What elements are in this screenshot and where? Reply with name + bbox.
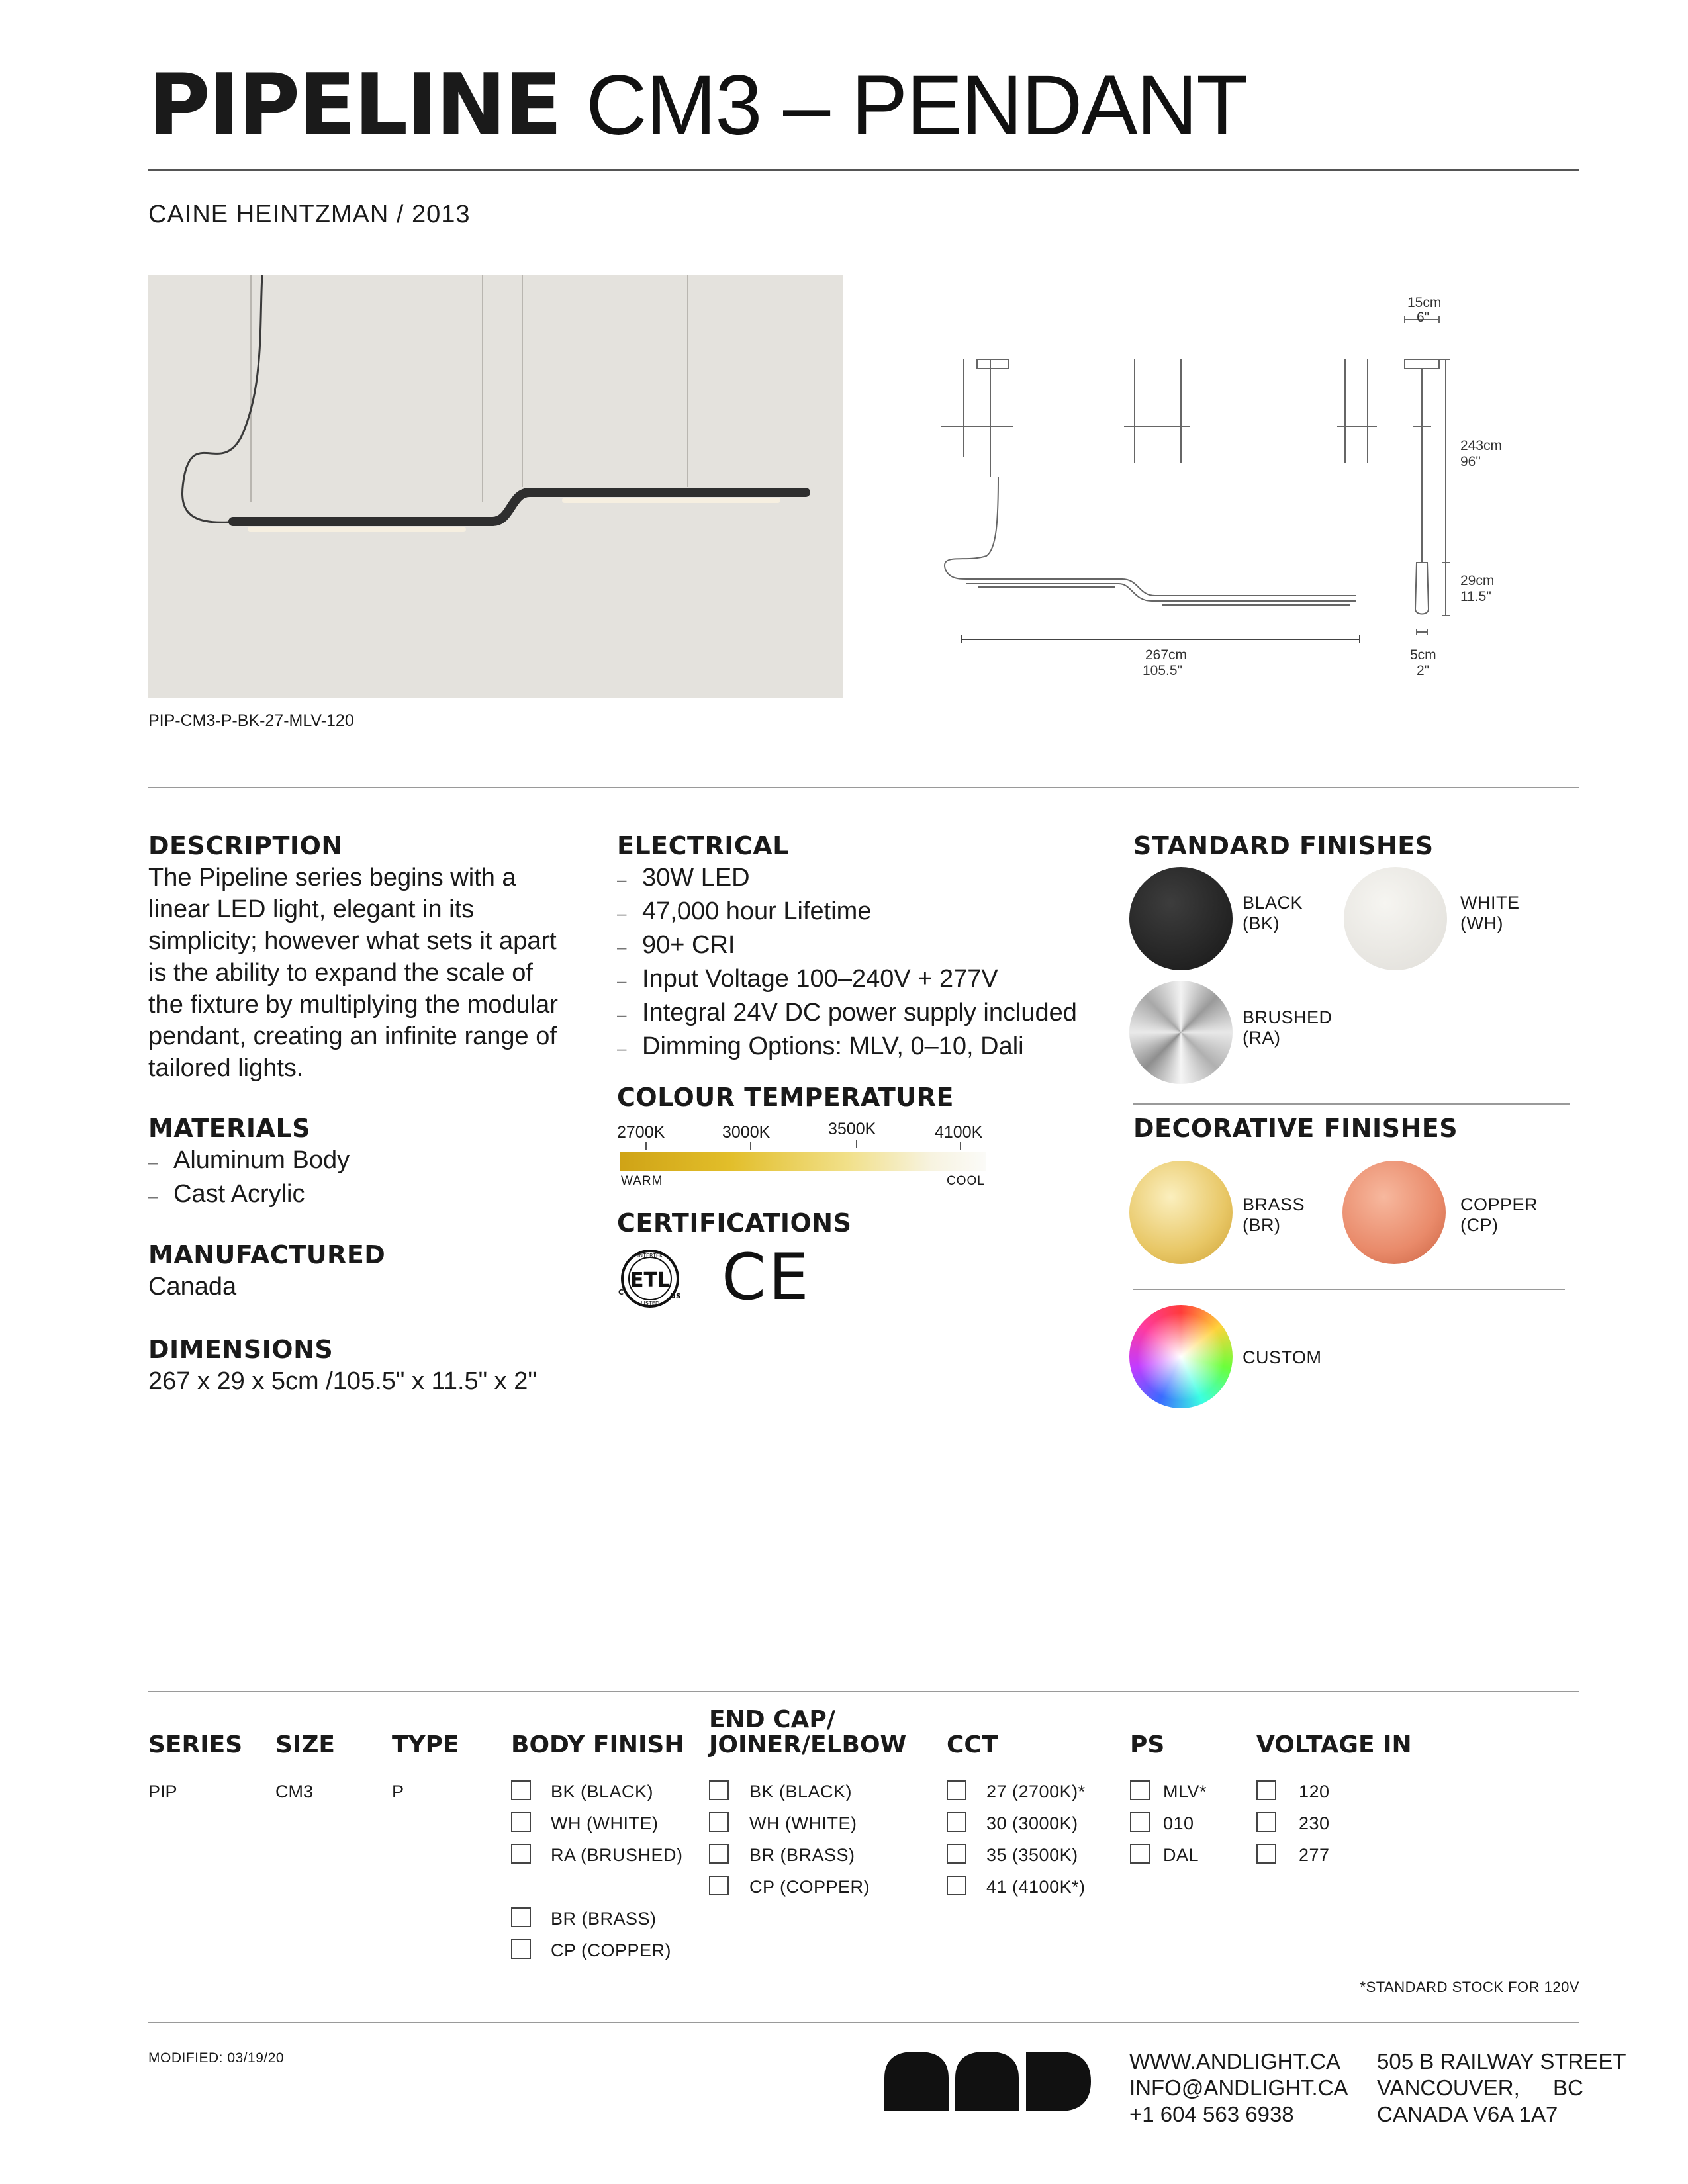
type-value: P: [392, 1782, 404, 1801]
ordering-top-divider: [148, 1691, 1579, 1692]
cct-tick-label: 3000K: [722, 1123, 771, 1142]
cool-label: COOL: [947, 1174, 985, 1188]
end-cap-option: CP (COPPER): [749, 1877, 870, 1897]
decorative-finishes-heading: DECORATIVE FINISHES: [1133, 1114, 1458, 1143]
description-heading: DESCRIPTION: [148, 831, 343, 860]
cct-gradient-bar: [620, 1152, 986, 1171]
voltage-option: 120: [1299, 1782, 1330, 1801]
address-city: VANCOUVER,: [1377, 2075, 1520, 2100]
ps-checkbox[interactable]: [1130, 1844, 1150, 1864]
electrical-heading: ELECTRICAL: [617, 831, 789, 860]
cct-tick-label: 2700K: [617, 1123, 665, 1142]
list-item: – Dimming Options: MLV, 0–10, Dali: [617, 1032, 1024, 1060]
body-finish-checkbox[interactable]: [511, 1812, 531, 1832]
pendant-photo-illustration: [148, 275, 843, 698]
body-finish-option: CP (COPPER): [551, 1940, 672, 1960]
address-line-3: CANADA V6A 1A7: [1377, 2102, 1558, 2126]
svg-text:29cm: 29cm: [1460, 573, 1495, 588]
custom-finish-label: CUSTOM: [1243, 1347, 1322, 1367]
ce-mark: CE: [722, 1240, 812, 1314]
end-cap-header: END CAP/ JOINER/ELBOW: [709, 1706, 907, 1758]
dimensions-value: 267 x 29 x 5cm /105.5" x 11.5" x 2": [148, 1367, 537, 1395]
body-finish-option: BK (BLACK): [551, 1782, 654, 1801]
end-cap-checkbox[interactable]: [709, 1780, 729, 1800]
black-swatch: [1129, 867, 1233, 970]
description-line: linear LED light, elegant in its: [148, 895, 475, 923]
brushed-finish-label: BRUSHED (RA): [1243, 1007, 1333, 1048]
list-item: – Aluminum Body: [148, 1146, 350, 1174]
cct-tick: [645, 1142, 647, 1150]
phone-number: +1 604 563 6938: [1129, 2102, 1294, 2126]
cct-checkbox[interactable]: [947, 1812, 966, 1832]
cct-tick: [750, 1142, 751, 1150]
warm-label: WARM: [621, 1174, 663, 1188]
page-title: [148, 56, 1246, 156]
header-divider: [148, 169, 1579, 171]
end-cap-option: BR (BRASS): [749, 1845, 855, 1865]
voltage-checkbox[interactable]: [1256, 1844, 1276, 1864]
list-item: – Input Voltage 100–240V + 277V: [617, 965, 998, 993]
ps-checkbox[interactable]: [1130, 1812, 1150, 1832]
manufactured-heading: MANUFACTURED: [148, 1240, 386, 1269]
cct-header: CCT: [947, 1731, 998, 1758]
manufactured-value: Canada: [148, 1273, 237, 1300]
address-province: BC: [1553, 2075, 1583, 2100]
footer-divider: [148, 2022, 1579, 2023]
brass-finish-label: BRASS (BR): [1243, 1195, 1305, 1235]
stock-footnote: *STANDARD STOCK FOR 120V: [1360, 1979, 1579, 1995]
svg-text:2": 2": [1417, 663, 1430, 678]
body-finish-checkbox[interactable]: [511, 1939, 531, 1959]
svg-text:C: C: [618, 1288, 624, 1297]
svg-text:243cm: 243cm: [1460, 438, 1503, 453]
materials-list: [148, 1144, 350, 1212]
white-finish-label: WHITE (WH): [1460, 893, 1520, 933]
voltage-option: 277: [1299, 1845, 1330, 1865]
standard-finishes-heading: STANDARD FINISHES: [1133, 831, 1434, 860]
brand-name: PIPELINE: [148, 56, 561, 155]
cct-tick-label: 3500K: [828, 1120, 876, 1138]
voltage-option: 230: [1299, 1813, 1330, 1833]
cct-option: 27 (2700K)*: [986, 1782, 1086, 1801]
ps-option: MLV*: [1163, 1782, 1207, 1801]
copper-swatch: [1342, 1161, 1446, 1264]
copper-finish-label: COPPER (CP): [1460, 1195, 1538, 1235]
svg-text:15cm: 15cm: [1407, 295, 1442, 310]
brushed-swatch: [1129, 981, 1233, 1084]
custom-color-swatch: [1129, 1305, 1233, 1408]
end-cap-checkbox[interactable]: [709, 1812, 729, 1832]
ps-checkbox[interactable]: [1130, 1780, 1150, 1800]
cct-tick: [856, 1140, 857, 1148]
svg-text:ETL: ETL: [630, 1269, 671, 1292]
size-value: CM3: [275, 1782, 314, 1801]
svg-text:LISTED: LISTED: [641, 1300, 659, 1306]
description-line: pendant, creating an infinite range of: [148, 1023, 557, 1050]
list-item: – Cast Acrylic: [148, 1180, 305, 1208]
modified-date: MODIFIED: 03/19/20: [148, 2050, 285, 2066]
cct-checkbox[interactable]: [947, 1844, 966, 1864]
model-name: CM3 – PENDANT: [586, 58, 1247, 153]
body-finish-checkbox[interactable]: [511, 1780, 531, 1800]
materials-heading: MATERIALS: [148, 1114, 311, 1143]
ps-option: DAL: [1163, 1845, 1199, 1865]
colour-temperature-heading: COLOUR TEMPERATURE: [617, 1083, 954, 1112]
end-cap-checkbox[interactable]: [709, 1876, 729, 1895]
body-finish-option: BR (BRASS): [551, 1909, 657, 1929]
list-item: – Integral 24V DC power supply included: [617, 999, 1077, 1026]
svg-text:INTERTEK: INTERTEK: [637, 1253, 663, 1259]
etl-listed-icon: [617, 1246, 683, 1312]
svg-text:5cm: 5cm: [1410, 647, 1436, 662]
series-value: PIP: [148, 1782, 177, 1801]
cct-tick-label: 4100K: [935, 1123, 983, 1142]
ps-option: 010: [1163, 1813, 1194, 1833]
body-finish-checkbox[interactable]: [511, 1844, 531, 1864]
type-header: TYPE: [392, 1731, 459, 1758]
svg-text:US: US: [670, 1292, 681, 1300]
electrical-list: [617, 862, 1077, 1064]
email-link[interactable]: INFO@ANDLIGHT.CA: [1129, 2075, 1348, 2100]
body-finish-option: RA (BRUSHED): [551, 1845, 683, 1865]
list-item: – 47,000 hour Lifetime: [617, 897, 872, 925]
white-swatch: [1344, 867, 1447, 970]
and-logo: [884, 2052, 1091, 2111]
end-cap-option: BK (BLACK): [749, 1782, 853, 1801]
body-finish-checkbox[interactable]: [511, 1907, 531, 1927]
photo-caption: PIP-CM3-P-BK-27-MLV-120: [148, 711, 354, 730]
designer-credit: CAINE HEINTZMAN / 2013: [148, 201, 471, 228]
svg-text:105.5": 105.5": [1143, 663, 1183, 678]
list-item: – 30W LED: [617, 864, 750, 891]
voltage-header: VOLTAGE IN: [1256, 1731, 1412, 1758]
end-cap-option: WH (WHITE): [749, 1813, 857, 1833]
black-finish-label: BLACK (BK): [1243, 893, 1303, 933]
brass-swatch: [1129, 1161, 1233, 1264]
voltage-checkbox[interactable]: [1256, 1780, 1276, 1800]
end-cap-checkbox[interactable]: [709, 1844, 729, 1864]
svg-text:6": 6": [1417, 310, 1430, 325]
description-line: tailored lights.: [148, 1054, 304, 1082]
product-photo: [148, 275, 843, 698]
body-finish-option: WH (WHITE): [551, 1813, 659, 1833]
finishes-divider: [1133, 1103, 1570, 1105]
series-header: SERIES: [148, 1731, 243, 1758]
description-line: is the ability to expand the scale of: [148, 959, 533, 987]
cct-option: 30 (3000K): [986, 1813, 1078, 1833]
description-text: [148, 862, 612, 1084]
description-line: simplicity; however what sets it apart: [148, 927, 557, 955]
dimensions-heading: DIMENSIONS: [148, 1335, 334, 1364]
cct-checkbox[interactable]: [947, 1876, 966, 1895]
certifications-heading: CERTIFICATIONS: [617, 1208, 852, 1238]
cct-option: 41 (4100K*): [986, 1877, 1086, 1897]
body-finish-header: BODY FINISH: [511, 1731, 684, 1758]
section-divider: [148, 787, 1579, 788]
svg-text:96": 96": [1460, 454, 1481, 469]
dimension-drawing: [927, 285, 1523, 695]
description-line: The Pipeline series begins with a: [148, 864, 516, 891]
address-line-1: 505 B RAILWAY STREET: [1377, 2049, 1626, 2073]
size-header: SIZE: [275, 1731, 336, 1758]
cct-tick: [960, 1142, 961, 1150]
cct-option: 35 (3500K): [986, 1845, 1078, 1865]
website-link[interactable]: WWW.ANDLIGHT.CA: [1129, 2049, 1340, 2073]
ps-header: PS: [1130, 1731, 1165, 1758]
decorative-divider: [1133, 1289, 1565, 1290]
svg-text:11.5": 11.5": [1460, 589, 1491, 604]
cct-checkbox[interactable]: [947, 1780, 966, 1800]
description-line: the fixture by multiplying the modular: [148, 991, 558, 1019]
list-item: – 90+ CRI: [617, 931, 735, 959]
svg-text:267cm: 267cm: [1145, 647, 1188, 662]
voltage-checkbox[interactable]: [1256, 1812, 1276, 1832]
